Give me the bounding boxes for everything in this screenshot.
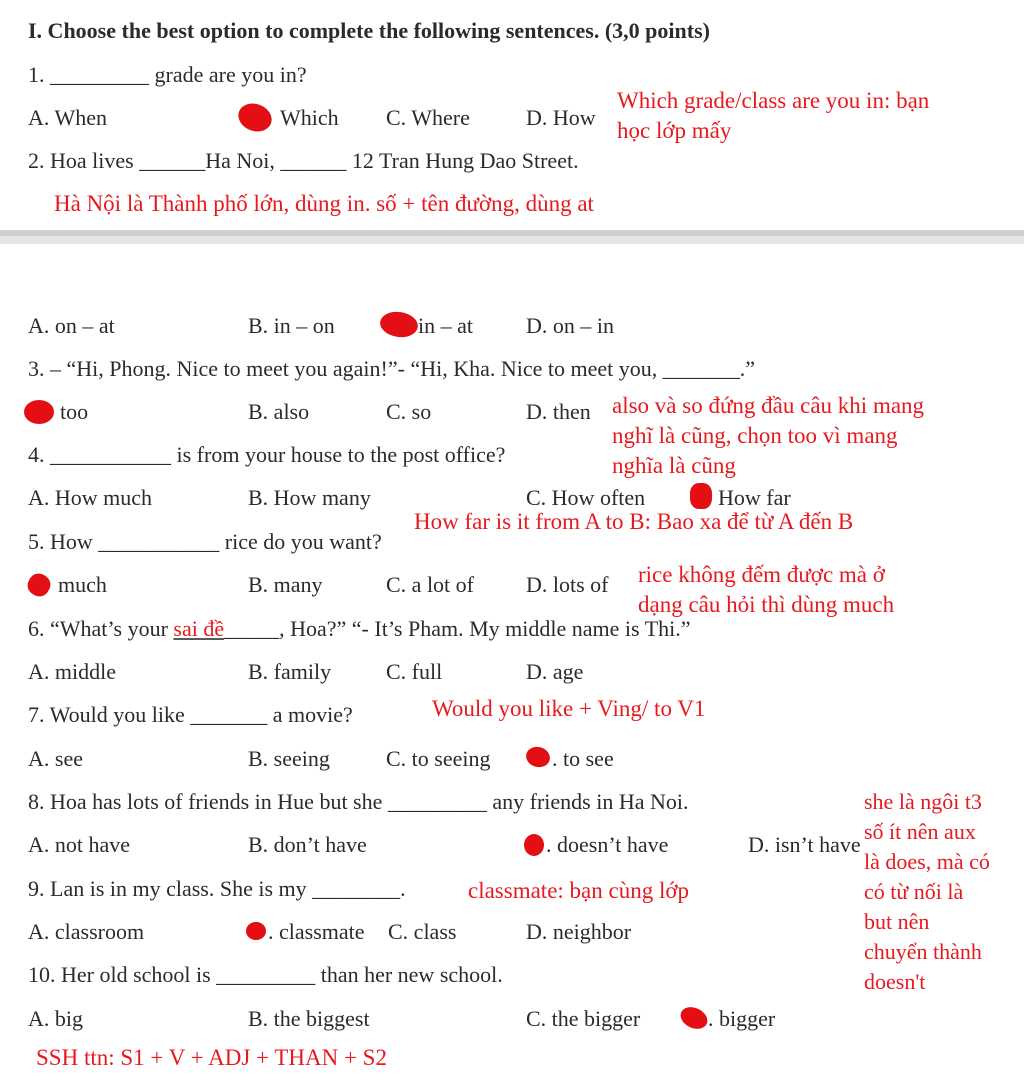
q5-option-d: D. lots of <box>526 572 609 597</box>
question-8-text: 8. Hoa has lots of friends in Hue but she _________ any friends in Ha Noi. <box>28 789 689 814</box>
q10-note: SSH ttn: S1 + V + ADJ + THAN + S2 <box>36 1045 387 1070</box>
q8-note-line-7: doesn't <box>864 969 926 994</box>
answer-mark <box>246 922 266 940</box>
q6-blank-note: sai đề <box>173 616 225 641</box>
q2-option-b: B. in – on <box>248 313 335 338</box>
q4-option-b: B. How many <box>248 485 371 510</box>
q4-option-c: C. How often <box>526 485 646 510</box>
q5-option-a: much <box>58 572 107 597</box>
answer-mark <box>677 1003 711 1033</box>
q1-note-line-1: Which grade/class are you in: bạn <box>617 88 930 113</box>
question-1-text: 1. _________ grade are you in? <box>28 62 307 87</box>
q8-option-d: D. isn’t have <box>748 832 861 857</box>
q1-option-a: A. When <box>28 105 108 130</box>
answer-mark <box>524 834 544 856</box>
q2-option-d: D. on – in <box>526 313 614 338</box>
q3-note-line-2: nghĩ là cũng, chọn too vì mang <box>612 423 898 448</box>
q8-note-line-6: chuyển thành <box>864 939 982 964</box>
q1-option-c: C. Where <box>386 105 470 130</box>
q3-option-a: too <box>60 399 89 424</box>
q8-note-line-5: but nên <box>864 909 930 934</box>
q4-note: How far is it from A to B: Bao xa để từ A đến B <box>414 509 854 534</box>
q3-option-b: B. also <box>248 399 310 424</box>
question-2-text: 2. Hoa lives ______Ha Noi, ______ 12 Tran Hung Dao Street. <box>28 148 579 173</box>
q8-option-a: A. not have <box>28 832 131 857</box>
q4-option-d: How far <box>718 485 791 510</box>
q3-note-line-1: also và so đứng đầu câu khi mang <box>612 393 925 418</box>
q8-option-b: B. don’t have <box>248 832 367 857</box>
question-6-text <box>28 616 691 642</box>
q1-option-d: D. How <box>526 105 596 130</box>
q9-note: classmate: bạn cùng lớp <box>468 878 690 903</box>
section-heading: I. Choose the best option to complete the following sentences. (3,0 points) <box>28 18 710 43</box>
q6-option-c: C. full <box>386 659 443 684</box>
q2-option-c: in – at <box>418 313 473 338</box>
q8-note-line-2: số ít nên aux <box>864 819 976 844</box>
q6-option-a: A. middle <box>28 659 116 684</box>
q6-option-b: B. family <box>248 659 332 684</box>
q8-note-line-1: she là ngôi t3 <box>864 789 982 814</box>
q9-option-b: . classmate <box>268 919 365 944</box>
q8-note-line-4: có từ nối là <box>864 879 964 904</box>
q3-option-d: D. then <box>526 399 591 424</box>
answer-mark <box>24 400 54 424</box>
page-divider-shadow <box>0 236 1024 244</box>
answer-mark <box>524 744 552 770</box>
q9-option-d: D. neighbor <box>526 919 632 944</box>
question-4-text: 4. ___________ is from your house to the post office? <box>28 442 506 467</box>
q1-option-b: Which <box>280 105 339 130</box>
answer-mark <box>234 99 275 136</box>
q9-option-a: A. classroom <box>28 919 145 944</box>
question-9-text: 9. Lan is in my class. She is my ________. <box>28 876 406 901</box>
q2-note: Hà Nội là Thành phố lớn, dùng in. số + tên đường, dùng at <box>54 191 594 216</box>
q7-option-a: A. see <box>28 746 83 771</box>
answer-mark <box>24 570 54 600</box>
q5-option-b: B. many <box>248 572 323 597</box>
question-3-text: 3. – “Hi, Phong. Nice to meet you again!”- “Hi, Kha. Nice to meet you, _______.” <box>28 356 756 381</box>
q6-text-before: 6. “What’s your <box>28 616 174 641</box>
q7-note: Would you like + Ving/ to V1 <box>432 696 706 721</box>
q4-option-a: A. How much <box>28 485 153 510</box>
q2-option-a: A. on – at <box>28 313 115 338</box>
q8-note-line-3: là does, mà có <box>864 849 990 874</box>
q10-option-d: . bigger <box>708 1006 776 1031</box>
question-7-text: 7. Would you like _______ a movie? <box>28 702 353 727</box>
q8-option-c: . doesn’t have <box>546 832 669 857</box>
question-10-text: 10. Her old school is _________ than her new school. <box>28 962 503 987</box>
q10-option-c: C. the bigger <box>526 1006 641 1031</box>
q7-option-b: B. seeing <box>248 746 330 771</box>
q5-note-line-1: rice không đếm được mà ở <box>638 562 885 587</box>
q10-option-a: A. big <box>28 1006 83 1031</box>
q6-text-after: _____, Hoa?” “- It’s Pham. My middle name is Thi.” <box>224 616 691 641</box>
question-5-text: 5. How ___________ rice do you want? <box>28 529 382 554</box>
q3-option-c: C. so <box>386 399 432 424</box>
q6-option-d: D. age <box>526 659 584 684</box>
q7-option-c: C. to seeing <box>386 746 491 771</box>
q9-option-c: C. class <box>388 919 457 944</box>
q1-note-line-2: học lớp mấy <box>617 118 732 143</box>
q5-option-c: C. a lot of <box>386 572 474 597</box>
q10-option-b: B. the biggest <box>248 1006 370 1031</box>
q5-note-line-2: dạng câu hỏi thì dùng much <box>638 592 895 617</box>
q7-option-d: . to see <box>552 746 614 771</box>
answer-mark <box>690 483 712 509</box>
answer-mark <box>378 309 419 339</box>
q3-note-line-3: nghĩa là cũng <box>612 453 736 478</box>
